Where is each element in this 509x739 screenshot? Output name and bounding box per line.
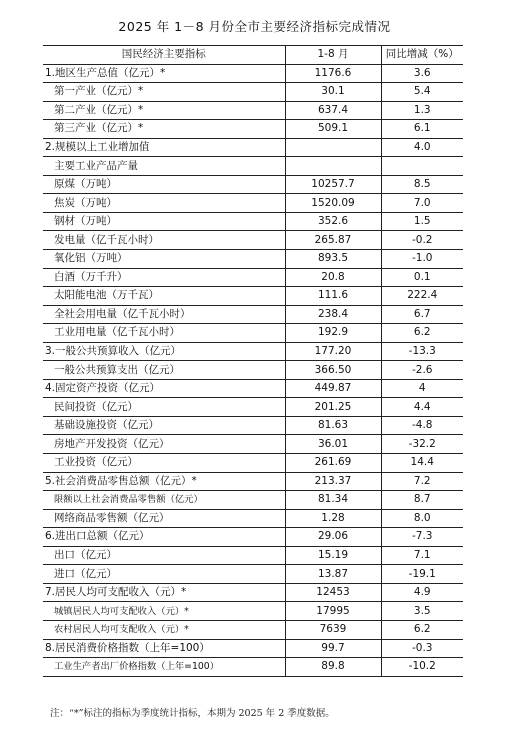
header-indicator: 国民经济主要指标 — [43, 46, 285, 65]
table-row — [43, 509, 463, 528]
indicator-name: 第二产业（亿元）* — [43, 101, 285, 120]
indicator-yoy-change: -10.2 — [381, 658, 463, 677]
indicator-yoy-change: -4.8 — [381, 416, 463, 435]
table-row — [43, 305, 463, 324]
indicator-value: 261.69 — [285, 454, 381, 473]
indicator-yoy-change: 6.1 — [381, 120, 463, 139]
indicator-value: 177.20 — [285, 342, 381, 361]
table-row — [43, 565, 463, 584]
indicator-value: 201.25 — [285, 398, 381, 417]
table-row — [43, 546, 463, 565]
table-row — [43, 212, 463, 231]
indicator-name: 一般公共预算支出（亿元） — [43, 361, 285, 380]
indicator-value: 15.19 — [285, 546, 381, 565]
indicator-value: 1.28 — [285, 509, 381, 528]
indicator-value: 637.4 — [285, 101, 381, 120]
indicator-value: 17995 — [285, 602, 381, 621]
indicator-yoy-change — [381, 157, 463, 176]
indicator-yoy-change: -1.0 — [381, 250, 463, 269]
table-header-row — [43, 46, 463, 65]
indicator-value: 12453 — [285, 583, 381, 602]
indicator-value: 192.9 — [285, 324, 381, 343]
indicator-name: 工业投资（亿元） — [43, 454, 285, 473]
table-row — [43, 101, 463, 120]
indicator-value: 238.4 — [285, 305, 381, 324]
indicator-name: 焦炭（万吨） — [43, 194, 285, 213]
indicator-value: 893.5 — [285, 250, 381, 269]
indicator-yoy-change: 222.4 — [381, 287, 463, 306]
indicator-name: 工业用电量（亿千瓦小时） — [43, 324, 285, 343]
indicator-name: 8.居民消费价格指数（上年=100） — [43, 639, 285, 658]
indicator-name: 限额以上社会消费品零售额（亿元） — [43, 491, 285, 510]
indicator-yoy-change: -7.3 — [381, 528, 463, 547]
table-row — [43, 398, 463, 417]
table-row — [43, 250, 463, 269]
indicator-yoy-change: 6.2 — [381, 620, 463, 639]
indicator-yoy-change: 7.1 — [381, 546, 463, 565]
indicator-value: 213.37 — [285, 472, 381, 491]
indicator-name: 基础设施投资（亿元） — [43, 416, 285, 435]
indicator-name: 全社会用电量（亿千瓦小时） — [43, 305, 285, 324]
indicator-yoy-change: 8.5 — [381, 175, 463, 194]
indicator-yoy-change: 1.5 — [381, 212, 463, 231]
header-period: 1-8 月 — [285, 46, 381, 65]
indicator-name: 房地产开发投资（亿元） — [43, 435, 285, 454]
indicator-name: 2.规模以上工业增加值 — [43, 138, 285, 157]
indicator-value: 36.01 — [285, 435, 381, 454]
indicator-yoy-change: 7.2 — [381, 472, 463, 491]
indicator-name: 网络商品零售额（亿元） — [43, 509, 285, 528]
indicator-yoy-change: 4.9 — [381, 583, 463, 602]
indicator-yoy-change: 8.0 — [381, 509, 463, 528]
table-row — [43, 379, 463, 398]
table-row — [43, 120, 463, 139]
indicator-name: 发电量（亿千瓦小时） — [43, 231, 285, 250]
indicator-yoy-change: 4 — [381, 379, 463, 398]
indicator-yoy-change: 8.7 — [381, 491, 463, 510]
indicator-yoy-change: 4.0 — [381, 138, 463, 157]
footnote: 注：“*”标注的指标为季度统计指标，本期为 2025 年 2 季度数据。 — [50, 708, 335, 719]
indicator-yoy-change: -32.2 — [381, 435, 463, 454]
indicator-yoy-change: 14.4 — [381, 454, 463, 473]
indicators-table — [43, 45, 463, 677]
indicator-value: 13.87 — [285, 565, 381, 584]
indicator-value: 20.8 — [285, 268, 381, 287]
indicator-yoy-change: 4.4 — [381, 398, 463, 417]
table-row — [43, 528, 463, 547]
indicator-value: 1520.09 — [285, 194, 381, 213]
indicator-value: 1176.6 — [285, 64, 381, 83]
indicator-name: 出口（亿元） — [43, 546, 285, 565]
indicator-name: 工业生产者出厂价格指数（上年=100） — [43, 658, 285, 677]
indicator-value: 7639 — [285, 620, 381, 639]
indicator-value: 29.06 — [285, 528, 381, 547]
indicator-name: 氧化铝（万吨） — [43, 250, 285, 269]
table-row — [43, 658, 463, 677]
indicator-value — [285, 138, 381, 157]
indicator-name: 民间投资（亿元） — [43, 398, 285, 417]
table-row — [43, 83, 463, 102]
table-row — [43, 342, 463, 361]
indicator-value: 111.6 — [285, 287, 381, 306]
table-row — [43, 583, 463, 602]
indicator-name: 原煤（万吨） — [43, 175, 285, 194]
table-row — [43, 268, 463, 287]
indicator-value: 81.63 — [285, 416, 381, 435]
indicator-name: 白酒（万千升） — [43, 268, 285, 287]
table-row — [43, 157, 463, 176]
indicator-value: 30.1 — [285, 83, 381, 102]
table-row — [43, 491, 463, 510]
indicator-name: 6.进出口总额（亿元） — [43, 528, 285, 547]
indicator-yoy-change: -13.3 — [381, 342, 463, 361]
indicator-name: 4.固定资产投资（亿元） — [43, 379, 285, 398]
indicator-name: 太阳能电池（万千瓦） — [43, 287, 285, 306]
indicator-name: 1.地区生产总值（亿元）* — [43, 64, 285, 83]
indicator-name: 农村居民人均可支配收入（元）* — [43, 620, 285, 639]
indicator-yoy-change: -2.6 — [381, 361, 463, 380]
table-body — [43, 64, 463, 676]
indicator-name: 5.社会消费品零售总额（亿元）* — [43, 472, 285, 491]
page-title: 2025 年 1－8 月份全市主要经济指标完成情况 — [118, 19, 391, 34]
indicator-name: 钢材（万吨） — [43, 212, 285, 231]
indicator-value: 10257.7 — [285, 175, 381, 194]
indicator-value: 89.8 — [285, 658, 381, 677]
table-row — [43, 454, 463, 473]
indicator-yoy-change: 3.6 — [381, 64, 463, 83]
table-row — [43, 64, 463, 83]
indicator-yoy-change: 1.3 — [381, 101, 463, 120]
table-row — [43, 602, 463, 621]
indicator-yoy-change: 7.0 — [381, 194, 463, 213]
table-row — [43, 287, 463, 306]
indicator-yoy-change: 6.7 — [381, 305, 463, 324]
table-row — [43, 472, 463, 491]
indicator-value: 366.50 — [285, 361, 381, 380]
indicator-value: 449.87 — [285, 379, 381, 398]
indicator-value: 352.6 — [285, 212, 381, 231]
table-row — [43, 416, 463, 435]
indicator-value: 99.7 — [285, 639, 381, 658]
table-row — [43, 639, 463, 658]
indicator-value: 265.87 — [285, 231, 381, 250]
indicator-name: 3.一般公共预算收入（亿元） — [43, 342, 285, 361]
table-row — [43, 620, 463, 639]
indicator-name: 进口（亿元） — [43, 565, 285, 584]
indicator-yoy-change: -0.3 — [381, 639, 463, 658]
table-row — [43, 435, 463, 454]
indicator-yoy-change: -0.2 — [381, 231, 463, 250]
indicator-yoy-change: 5.4 — [381, 83, 463, 102]
indicator-name: 第一产业（亿元）* — [43, 83, 285, 102]
table-row — [43, 324, 463, 343]
indicator-name: 城镇居民人均可支配收入（元）* — [43, 602, 285, 621]
table-row — [43, 175, 463, 194]
table-row — [43, 138, 463, 157]
header-yoy-change: 同比增减（%） — [381, 46, 463, 65]
indicator-name: 7.居民人均可支配收入（元）* — [43, 583, 285, 602]
indicator-yoy-change: -19.1 — [381, 565, 463, 584]
table-row — [43, 194, 463, 213]
indicator-name: 主要工业产品产量 — [43, 157, 285, 176]
table-row — [43, 361, 463, 380]
indicator-yoy-change: 3.5 — [381, 602, 463, 621]
indicator-value: 509.1 — [285, 120, 381, 139]
indicator-value — [285, 157, 381, 176]
indicator-yoy-change: 0.1 — [381, 268, 463, 287]
table-row — [43, 231, 463, 250]
indicator-name: 第三产业（亿元）* — [43, 120, 285, 139]
indicator-yoy-change: 6.2 — [381, 324, 463, 343]
indicator-value: 81.34 — [285, 491, 381, 510]
